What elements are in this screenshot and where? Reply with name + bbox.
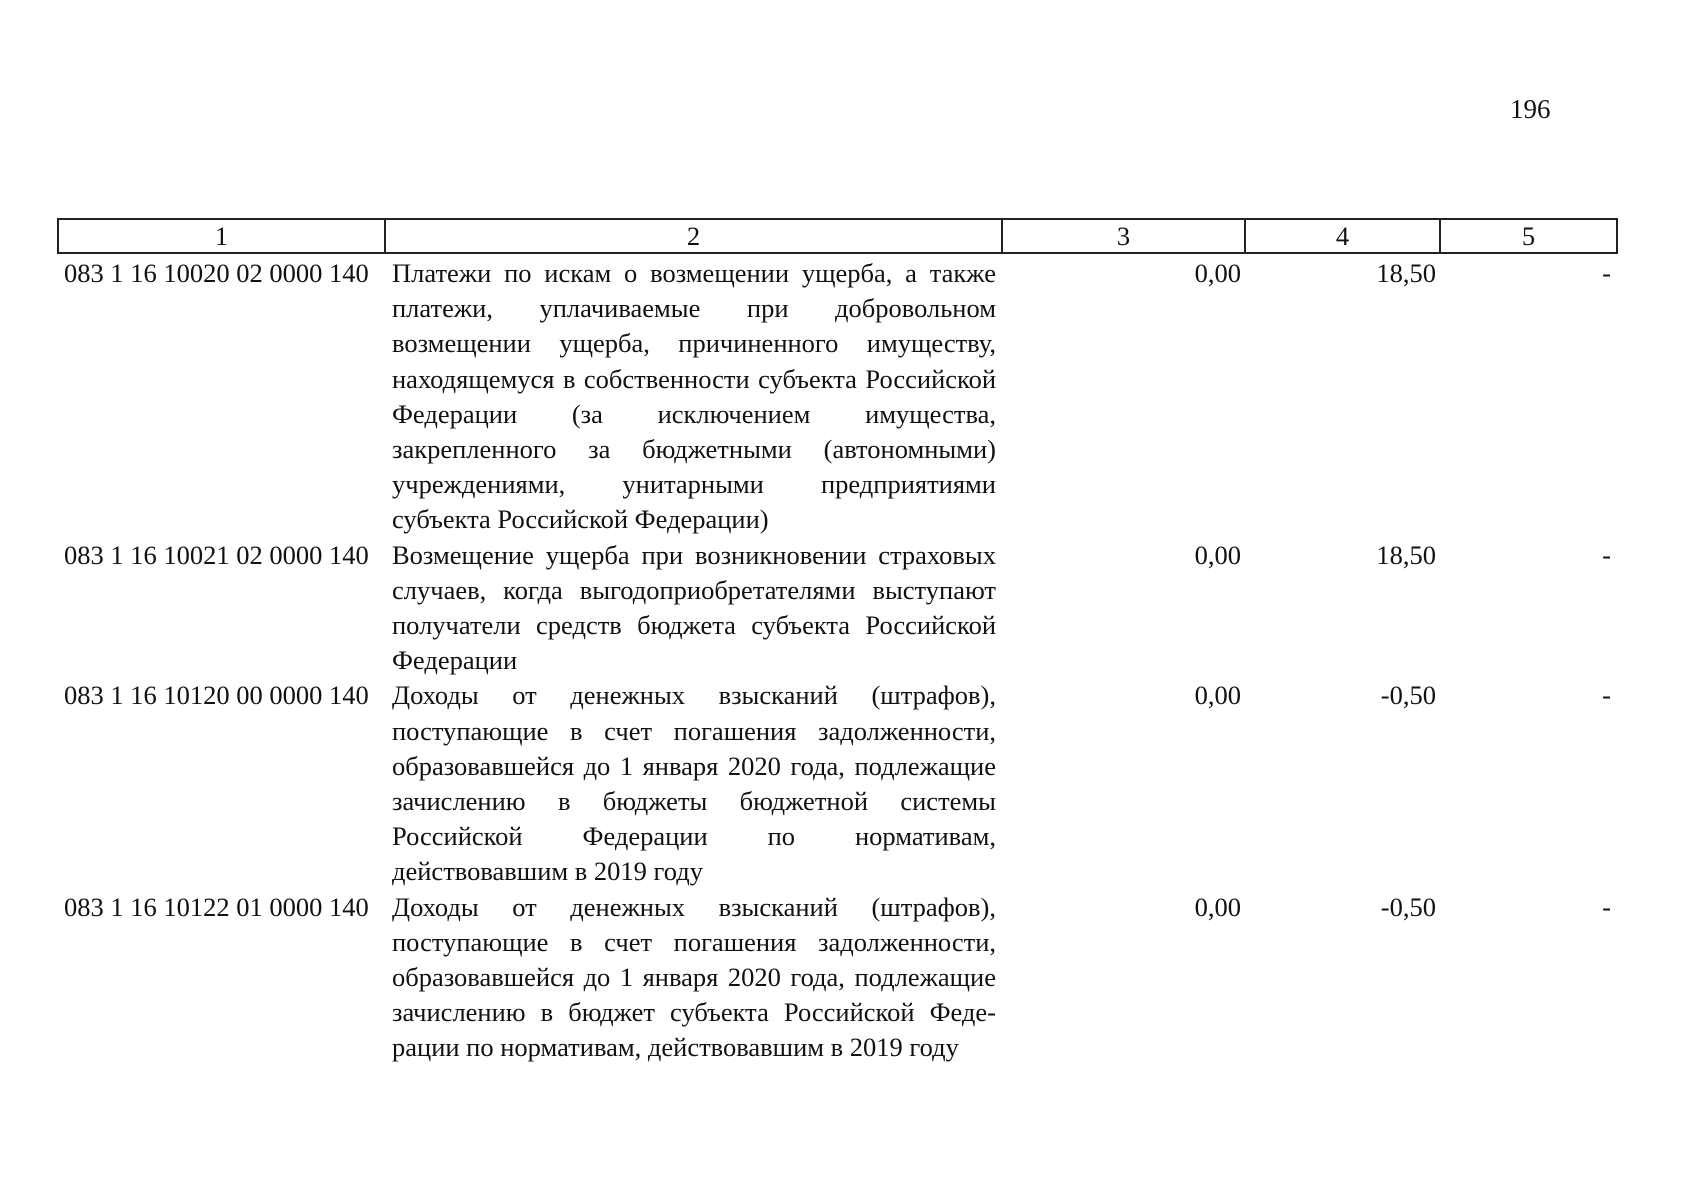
- budget-code: 083 1 16 10122 01 0000 140: [64, 891, 369, 922]
- budget-revenue-table: [57, 218, 1618, 1066]
- page-number: 196: [1510, 94, 1551, 124]
- value-column-3: 0,00: [1194, 258, 1241, 288]
- table-header-row: [58, 219, 1617, 253]
- budget-code: 083 1 16 10120 00 0000 140: [64, 680, 369, 711]
- column-header-5: 5: [1440, 219, 1617, 253]
- budget-code: 083 1 16 10021 02 0000 140: [64, 539, 369, 570]
- value-column-5: -: [1602, 891, 1611, 922]
- value-column-4: 18,50: [1376, 539, 1436, 570]
- table-row: [58, 538, 1617, 679]
- value-column-4: -0,50: [1380, 680, 1436, 711]
- value-column-4: 18,50: [1376, 258, 1436, 288]
- column-header-2: 2: [385, 219, 1002, 253]
- value-column-5: -: [1602, 680, 1611, 711]
- column-header-3: 3: [1002, 219, 1245, 253]
- value-column-3: 0,00: [1194, 891, 1241, 922]
- table-row: [58, 253, 1617, 538]
- budget-code: 083 1 16 10020 02 0000 140: [64, 258, 369, 288]
- column-header-1: 1: [58, 219, 385, 253]
- revenue-description: Платежи по искам о возмещении ущерба, а также платежи, уплачиваемые при добровольном возмещении ущерба, причиненного имуществу, находящемуся в собственности субъекта Российской Федерации (за исключением имущества, закрепленного за бюджетными (автономными) учреждениями, унитарными предприятиями субъекта Российской Федерации): [392, 258, 996, 535]
- value-column-3: 0,00: [1194, 539, 1241, 570]
- value-column-5: -: [1602, 258, 1611, 288]
- value-column-3: 0,00: [1194, 680, 1241, 711]
- value-column-5: -: [1602, 539, 1611, 570]
- revenue-description: Возмещение ущерба при возникновении страховых случаев, когда выгодоприобретателями выступают получатели средств бюджета субъекта Российской Федерации: [392, 539, 996, 676]
- value-column-4: -0,50: [1380, 891, 1436, 922]
- column-header-4: 4: [1245, 219, 1440, 253]
- table-row: [58, 890, 1617, 1066]
- revenue-description: Доходы от денежных взысканий (штрафов), поступающие в счет погашения задолженности, образовавшейся до 1 января 2020 года, подлежащие зачислению в бюджет субъекта Российской Феде-рации по нормативам, действовавшим в 2019 году: [392, 891, 996, 1063]
- table-row: [58, 678, 1617, 889]
- revenue-description: Доходы от денежных взысканий (штрафов), поступающие в счет погашения задолженности, образовавшейся до 1 января 2020 года, подлежащие зачислению в бюджеты бюджетной системы Российской Федерации по нормативам, действовавшим в 2019 году: [392, 680, 996, 887]
